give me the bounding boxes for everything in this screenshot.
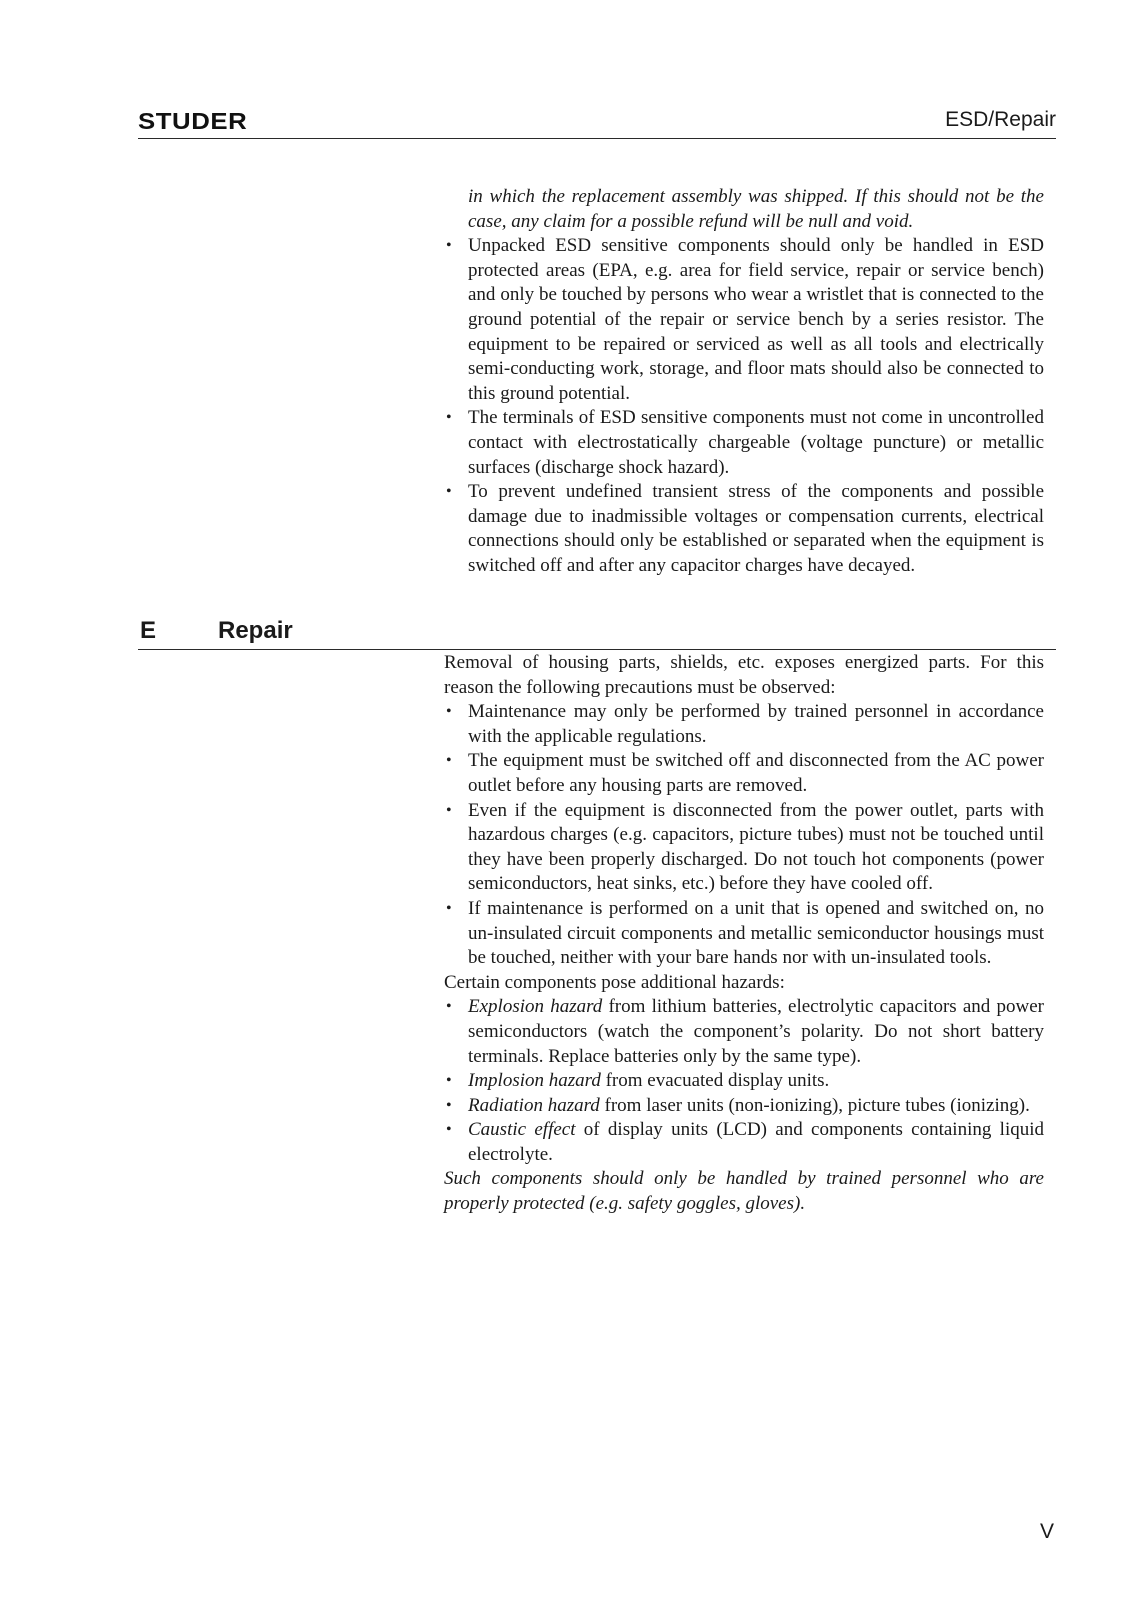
list-item: • The equipment must be switched off and disconnected from the AC power outlet before any housing parts are removed. xyxy=(444,749,1044,798)
list-item: • Unpacked ESD sensitive components should only be handled in ESD protected areas (EPA, e.g. area for field service, repair or service bench) and only be touched by persons who wear a wristlet that is connected to the ground potential of the repair or service bench by a series resistor. The equipment to be repaired or serviced as well as all tools and electrically semi-conducting work, storage, and floor mats should also be connected to this ground potential. xyxy=(444,234,1044,406)
closing-note: Such components should only be handled by trained personnel who are properly protected (e.g. safety goggles, gloves). xyxy=(444,1168,1044,1215)
header-title: ESD/Repair xyxy=(945,108,1056,131)
section-heading xyxy=(138,615,1056,650)
hazard-term: Implosion hazard xyxy=(468,1070,601,1092)
list-item: • Maintenance may only be performed by trained personnel in accordance with the applicable regulations. xyxy=(444,700,1044,749)
page-header xyxy=(138,104,1056,139)
page-number: V xyxy=(1039,1520,1054,1543)
list-item: • The terminals of ESD sensitive components must not come in uncontrolled contact with electrostatically chargeable (voltage puncture) or metallic surfaces (discharge shock hazard). xyxy=(444,406,1044,480)
hazard-item xyxy=(444,1118,1044,1167)
repair-block xyxy=(444,651,1044,1217)
hazard-text: from laser units (non-ionizing), picture tubes (ionizing). xyxy=(599,1094,1030,1116)
hazards-intro-text: Certain components pose additional hazards: xyxy=(444,971,785,993)
esd-intro-text: in which the replacement assembly was shipped. If this should not be the case, any claim for a possible refund will be null and void. xyxy=(468,186,1044,232)
esd-continued-block xyxy=(444,185,1044,579)
list-item: • Even if the equipment is disconnected from the power outlet, parts with hazardous charges (e.g. capacitors, picture tubes) must not be touched until they have been properly discharged. Do not touch hot components (power semiconductors, heat sinks, etc.) before they have cooled off. xyxy=(444,799,1044,897)
list-item: • To prevent undefined transient stress of the components and possible damage due to inadmissible voltages or compensation currents, electrical connections should only be established or separated when the equipment is switched off and after any capacitor charges have decayed. xyxy=(444,480,1044,578)
studer-logo: STUDER xyxy=(138,108,248,134)
section-letter: E xyxy=(140,617,157,644)
repair-intro-text: Removal of housing parts, shields, etc. exposes energized parts. For this reason the following precautions must be observed: xyxy=(444,652,1044,698)
section-title: Repair xyxy=(218,617,293,644)
hazard-text: from evacuated display units. xyxy=(600,1070,830,1092)
hazard-term: Caustic effect xyxy=(468,1119,576,1141)
hazard-text: of display units (LCD) and components containing liquid electrolyte. xyxy=(468,1119,1044,1165)
hazard-item xyxy=(444,1069,1044,1094)
esd-bullet-list xyxy=(444,234,1044,578)
hazard-item xyxy=(444,995,1044,1069)
hazard-text: from lithium batteries, electrolytic capacitors and power semiconductors (watch the component’s polarity. Do not short battery terminals. Replace batteries only by the same type). xyxy=(468,996,1044,1067)
hazard-term: Radiation hazard xyxy=(468,1094,600,1116)
hazard-item xyxy=(444,1094,1044,1119)
repair-bullet-list xyxy=(444,700,1044,971)
list-item: • If maintenance is performed on a unit that is opened and switched on, no un-insulated circuit components and metallic semiconductor housings must be touched, neither with your bare hands nor with un-insulated tools. xyxy=(444,897,1044,971)
hazard-term: Explosion hazard xyxy=(468,996,603,1018)
hazard-bullet-list xyxy=(444,995,1044,1167)
